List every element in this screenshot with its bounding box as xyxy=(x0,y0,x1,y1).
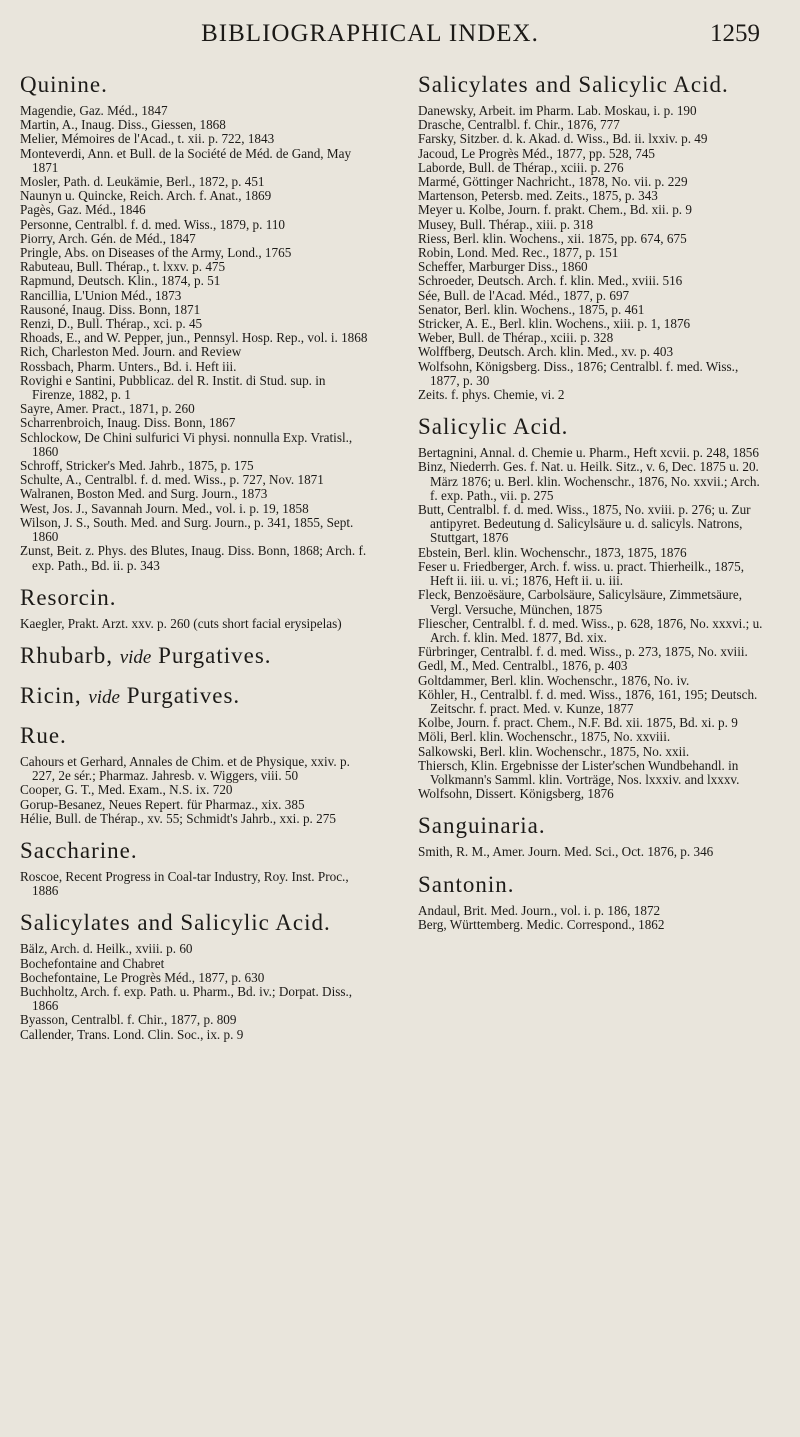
page-title: BIBLIOGRAPHICAL INDEX. xyxy=(201,20,539,47)
index-entry: Wolfsohn, Königsberg. Diss., 1876; Centralbl. f. med. Wiss., 1877, p. 30 xyxy=(418,358,739,388)
index-entry: Riess, Berl. klin. Wochens., xii. 1875, pp. 674, 675 xyxy=(418,230,687,246)
index-entry: Danewsky, Arbeit. im Pharm. Lab. Moskau, i. p. 190 xyxy=(418,103,697,118)
index-entry: Drasche, Centralbl. f. Chir., 1876, 777 xyxy=(418,117,620,133)
index-entry: Cooper, G. T., Med. Exam., N.S. ix. 720 xyxy=(20,782,233,798)
index-entry: Monteverdi, Ann. et Bull. de la Société de Méd. de Gand, May 1871 xyxy=(20,145,352,175)
index-entry: Mosler, Path. d. Leukämie, Berl., 1872, p. 451 xyxy=(20,174,265,190)
page-number: 1259 xyxy=(710,20,760,47)
index-entry: Bälz, Arch. d. Heilk., xviii. p. 60 xyxy=(20,941,193,957)
index-entry: Thiersch, Klin. Ergebnisse der Lister'schen Wundbehandl. in Volkmann's Samml. klin. Vorträge, Nos. lxxxiv. and lxxxv. xyxy=(418,757,740,787)
index-entry: Melier, Mémoires de l'Acad., t. xii. p. 722, 1843 xyxy=(20,131,275,147)
index-entry: Wolfsohn, Dissert. Königsberg, 1876 xyxy=(418,786,614,802)
index-entry: Rausoné, Inaug. Diss. Bonn, 1871 xyxy=(20,301,201,317)
index-entry: Bertagnini, Annal. d. Chemie u. Pharm., Heft xcvii. p. 248, 1856 xyxy=(418,445,759,461)
index-entry: Bochefontaine and Chabret xyxy=(20,955,165,971)
index-entry: Jacoud, Le Progrès Méd., 1877, pp. 528, 745 xyxy=(418,145,655,161)
index-entry: Renzi, D., Bull. Thérap., xci. p. 45 xyxy=(20,316,203,332)
section-heading-saccharine: Saccharine. xyxy=(20,837,138,863)
index-entry: Martin, A., Inaug. Diss., Giessen, 1868 xyxy=(20,117,226,133)
index-entry: Schulte, A., Centralbl. f. d. med. Wiss., p. 727, Nov. 1871 xyxy=(20,472,324,488)
index-entry: Möli, Berl. klin. Wochenschr., 1875, No. xxviii. xyxy=(418,729,671,745)
index-entry: Zeits. f. phys. Chemie, vi. 2 xyxy=(418,387,565,403)
index-entry: Feser u. Friedberger, Arch. f. wiss. u. pract. Thierheilk., 1875, Heft ii. iii. u. vi.; 1876, Heft ii. u. iii. xyxy=(418,558,745,589)
index-entry: Sée, Bull. de l'Acad. Méd., 1877, p. 697 xyxy=(418,287,630,303)
index-entry: West, Jos. J., Savannah Journ. Med., vol. i. p. 19, 1858 xyxy=(20,500,309,516)
index-entry: Rabuteau, Bull. Thérap., t. lxxv. p. 475 xyxy=(20,259,226,275)
index-entry: Goltdammer, Berl. klin. Wochenschr., 1876, No. iv. xyxy=(418,672,690,688)
index-entry: Schroeder, Deutsch. Arch. f. klin. Med., xviii. 516 xyxy=(418,273,683,289)
index-entry: Meyer u. Kolbe, Journ. f. prakt. Chem., Bd. xii. p. 9 xyxy=(418,202,692,218)
index-entry: Musey, Bull. Thérap., xiii. p. 318 xyxy=(418,216,594,232)
index-entry: Cahours et Gerhard, Annales de Chim. et de Physique, xxiv. p. 227, 2e sér.; Pharmaz. Jahresb. v. Wiggers, viii. 50 xyxy=(20,753,350,784)
index-entry: Rapmund, Deutsch. Klin., 1874, p. 51 xyxy=(20,273,221,289)
section-heading-sanguinaria: Sanguinaria. xyxy=(418,813,546,839)
index-entry: Sayre, Amer. Pract., 1871, p. 260 xyxy=(20,401,195,417)
index-entry: Stricker, A. E., Berl. klin. Wochens., xiii. p. 1, 1876 xyxy=(418,316,691,332)
index-entry: Magendie, Gaz. Méd., 1847 xyxy=(20,103,168,118)
index-entry: Ebstein, Berl. klin. Wochenschr., 1873, 1875, 1876 xyxy=(418,544,687,560)
index-entry: Gedl, M., Med. Centralbl., 1876, p. 403 xyxy=(418,658,628,674)
index-entry: Personne, Centralbl. f. d. med. Wiss., 1879, p. 110 xyxy=(20,216,286,232)
left-column xyxy=(20,72,370,1042)
index-entry: Rossbach, Pharm. Unters., Bd. i. Heft iii. xyxy=(20,358,237,374)
index-entry: Bochefontaine, Le Progrès Méd., 1877, p. 630 xyxy=(20,969,265,985)
page-header xyxy=(0,20,800,60)
right-column xyxy=(418,72,768,932)
index-entry: Kaegler, Prakt. Arzt. xxv. p. 260 (cuts short facial erysipelas) xyxy=(20,615,342,631)
index-entry: Roscoe, Recent Progress in Coal-tar Industry, Roy. Inst. Proc., 1886 xyxy=(20,868,349,899)
index-entry: Weber, Bull. de Thérap., xciii. p. 328 xyxy=(418,330,614,346)
index-entry: Farsky, Sitzber. d. k. Akad. d. Wiss., Bd. ii. lxxiv. p. 49 xyxy=(418,131,708,147)
index-entry: Scheffer, Marburger Diss., 1860 xyxy=(418,259,588,275)
index-entry: Rhoads, E., and W. Pepper, jun., Pennsyl. Hosp. Rep., vol. i. 1868 xyxy=(20,330,368,346)
index-entry: Wilson, J. S., South. Med. and Surg. Journ., p. 341, 1855, Sept. 1860 xyxy=(20,514,354,545)
index-entry: Walranen, Boston Med. and Surg. Journ., 1873 xyxy=(20,486,268,502)
index-entry: Butt, Centralbl. f. d. med. Wiss., 1875, No. xviii. p. 276; u. Zur antipyret. Bedeutung d. Salicylsäure u. d. salicyls. Natrons, Stuttgart, 1876 xyxy=(418,502,751,546)
section-heading-rue: Rue. xyxy=(20,722,67,748)
index-entry: Buchholtz, Arch. f. exp. Path. u. Pharm., Bd. iv.; Dorpat. Diss., 1866 xyxy=(20,983,353,1014)
index-entry: Marmé, Göttinger Nachricht., 1878, No. vii. p. 229 xyxy=(418,174,688,190)
index-entry: Callender, Trans. Lond. Clin. Soc., ix. p. 9 xyxy=(20,1026,244,1042)
section-heading-salicylates-and-salicylic-acid: Salicylates and Salicylic Acid. xyxy=(418,72,729,97)
index-entry: Köhler, H., Centralbl. f. d. med. Wiss., 1876, 161, 195; Deutsch. Zeitschr. f. pract. Med. v. Kunze, 1877 xyxy=(418,686,758,716)
index-entry: Fürbringer, Centralbl. f. d. med. Wiss., p. 273, 1875, No. xviii. xyxy=(418,644,748,660)
index-entry: Smith, R. M., Amer. Journ. Med. Sci., Oct. 1876, p. 346 xyxy=(418,844,714,860)
section-heading-salicylates-and-salicylic-acid: Salicylates and Salicylic Acid. xyxy=(20,910,331,936)
index-entry: Kolbe, Journ. f. pract. Chem., N.F. Bd. xii. 1875, Bd. xi. p. 9 xyxy=(418,715,738,731)
index-entry: Fliescher, Centralbl. f. d. med. Wiss., p. 628, 1876, No. xxxvi.; u. Arch. f. klin. Med. 1877, Bd. xix. xyxy=(418,615,763,645)
index-entry: Martenson, Petersb. med. Zeits., 1875, p. 343 xyxy=(418,188,658,204)
index-entry: Laborde, Bull. de Thérap., xciii. p. 276 xyxy=(418,159,624,175)
index-entry: Rovighi e Santini, Pubblicaz. del R. Instit. di Stud. sup. in Firenze, 1882, p. 1 xyxy=(20,372,326,403)
index-entry: Pagès, Gaz. Méd., 1846 xyxy=(20,202,146,218)
index-entry: Binz, Niederrh. Ges. f. Nat. u. Heilk. Sitz., v. 6, Dec. 1875 u. 20. März 1876; u. Berl. klin. Wochenschr., 1876, No. xxvii.; Arch. f. exp. Path., vii. p. 275 xyxy=(418,459,760,503)
section-heading-salicylic-acid: Salicylic Acid. xyxy=(418,414,569,440)
index-entry: Robin, Lond. Med. Rec., 1877, p. 151 xyxy=(418,245,619,261)
index-entry: Byasson, Centralbl. f. Chir., 1877, p. 809 xyxy=(20,1012,237,1028)
index-entry: Zunst, Beit. z. Phys. des Blutes, Inaug. Diss. Bonn, 1868; Arch. f. exp. Path., Bd. ii. p. 343 xyxy=(20,543,367,573)
index-entry: Rich, Charleston Med. Journ. and Review xyxy=(20,344,242,360)
index-entry: Hélie, Bull. de Thérap., xv. 55; Schmidt's Jahrb., xxi. p. 275 xyxy=(20,810,336,826)
index-entry: Rancillia, L'Union Méd., 1873 xyxy=(20,287,182,303)
section-heading-quinine: Quinine. xyxy=(20,72,108,97)
index-entry: Salkowski, Berl. klin. Wochenschr., 1875, No. xxii. xyxy=(418,743,690,759)
index-entry: Senator, Berl. klin. Wochens., 1875, p. 461 xyxy=(418,301,645,317)
index-entry: Schroff, Stricker's Med. Jahrb., 1875, p. 175 xyxy=(20,458,254,474)
section-heading-santonin: Santonin. xyxy=(418,871,515,897)
index-entry: Piorry, Arch. Gén. de Méd., 1847 xyxy=(20,230,196,246)
index-entry: Berg, Württemberg. Medic. Correspond., 1862 xyxy=(418,916,665,932)
index-entry: Scharrenbroich, Inaug. Diss. Bonn, 1867 xyxy=(20,415,236,431)
index-entry: Fleck, Benzoësäure, Carbolsäure, Salicylsäure, Zimmetsäure, Vergl. Versuche, München, 1875 xyxy=(418,587,743,617)
index-entry: Wolffberg, Deutsch. Arch. klin. Med., xv. p. 403 xyxy=(418,344,674,360)
section-heading-ricin: Ricin, vide Purgatives. xyxy=(20,682,241,708)
index-entry: Gorup-Besanez, Neues Repert. für Pharmaz., xix. 385 xyxy=(20,796,305,812)
index-entry: Pringle, Abs. on Diseases of the Army, Lond., 1765 xyxy=(20,245,292,261)
section-heading-rhubarb: Rhubarb, vide Purgatives. xyxy=(20,642,272,668)
index-entry: Naunyn u. Quincke, Reich. Arch. f. Anat., 1869 xyxy=(20,188,272,204)
section-heading-resorcin: Resorcin. xyxy=(20,584,117,610)
index-entry: Schlockow, De Chini sulfurici Vi physi. nonnulla Exp. Vratisl., 1860 xyxy=(20,429,353,459)
index-entry: Andaul, Brit. Med. Journ., vol. i. p. 186, 1872 xyxy=(418,902,661,918)
